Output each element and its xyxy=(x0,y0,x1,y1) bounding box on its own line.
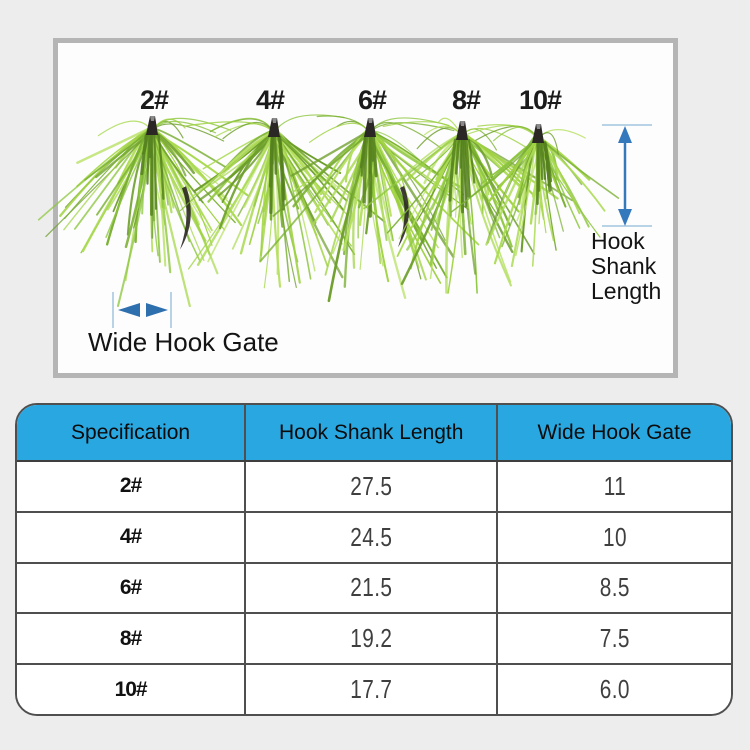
gate-cap-line-left xyxy=(112,292,114,328)
row-spec: 2# xyxy=(17,462,246,511)
row-shank-length: 24.5 xyxy=(246,513,498,562)
header-wide-hook-gate: Wide Hook Gate xyxy=(537,420,692,444)
row-hook-gate: 6.0 xyxy=(599,674,630,705)
row-hook-gate: 11 xyxy=(603,470,626,501)
header-specification: Specification xyxy=(17,405,246,460)
table-row-2 xyxy=(17,462,731,513)
row-shank-length: 27.5 xyxy=(246,462,498,511)
row-spec: 10# xyxy=(17,665,246,714)
row-spec: 4# xyxy=(17,513,246,562)
shank-annotation-line-3: Length xyxy=(591,278,662,304)
size-label-4: 4# xyxy=(255,85,285,115)
row-spec: 6# xyxy=(17,564,246,613)
table-header-row xyxy=(17,405,731,462)
product-photo-panel xyxy=(53,38,678,378)
horizontal-dimension-arrow-icon xyxy=(118,301,168,319)
table-row-4 xyxy=(17,513,731,564)
table-row-10 xyxy=(17,665,731,714)
table-row-8 xyxy=(17,614,731,665)
gate-cap-line-right xyxy=(170,292,172,328)
size-label-6: 6# xyxy=(357,85,387,115)
row-shank-length: 17.7 xyxy=(246,665,498,714)
size-label-10: 10# xyxy=(518,85,562,115)
size-label-8: 8# xyxy=(451,85,481,115)
row-hook-gate: 7.5 xyxy=(599,623,630,654)
specification-table xyxy=(15,403,733,716)
size-label-2: 2# xyxy=(139,85,169,115)
row-hook-gate: 10 xyxy=(602,521,627,552)
wide-hook-gate-annotation: Wide Hook Gate xyxy=(88,327,279,357)
header-hook-shank-length: Hook Shank Length xyxy=(246,405,498,460)
row-shank-length: 21.5 xyxy=(246,564,498,613)
shank-annotation-line-1: Hook xyxy=(591,228,645,254)
row-shank-length: 19.2 xyxy=(246,614,498,663)
shank-annotation-line-2: Shank xyxy=(591,253,657,279)
table-row-6 xyxy=(17,564,731,615)
row-hook-gate: 8.5 xyxy=(599,572,630,603)
vertical-dimension-arrow-icon xyxy=(614,126,636,226)
row-spec: 8# xyxy=(17,614,246,663)
hook-shank-length-annotation xyxy=(591,229,681,304)
